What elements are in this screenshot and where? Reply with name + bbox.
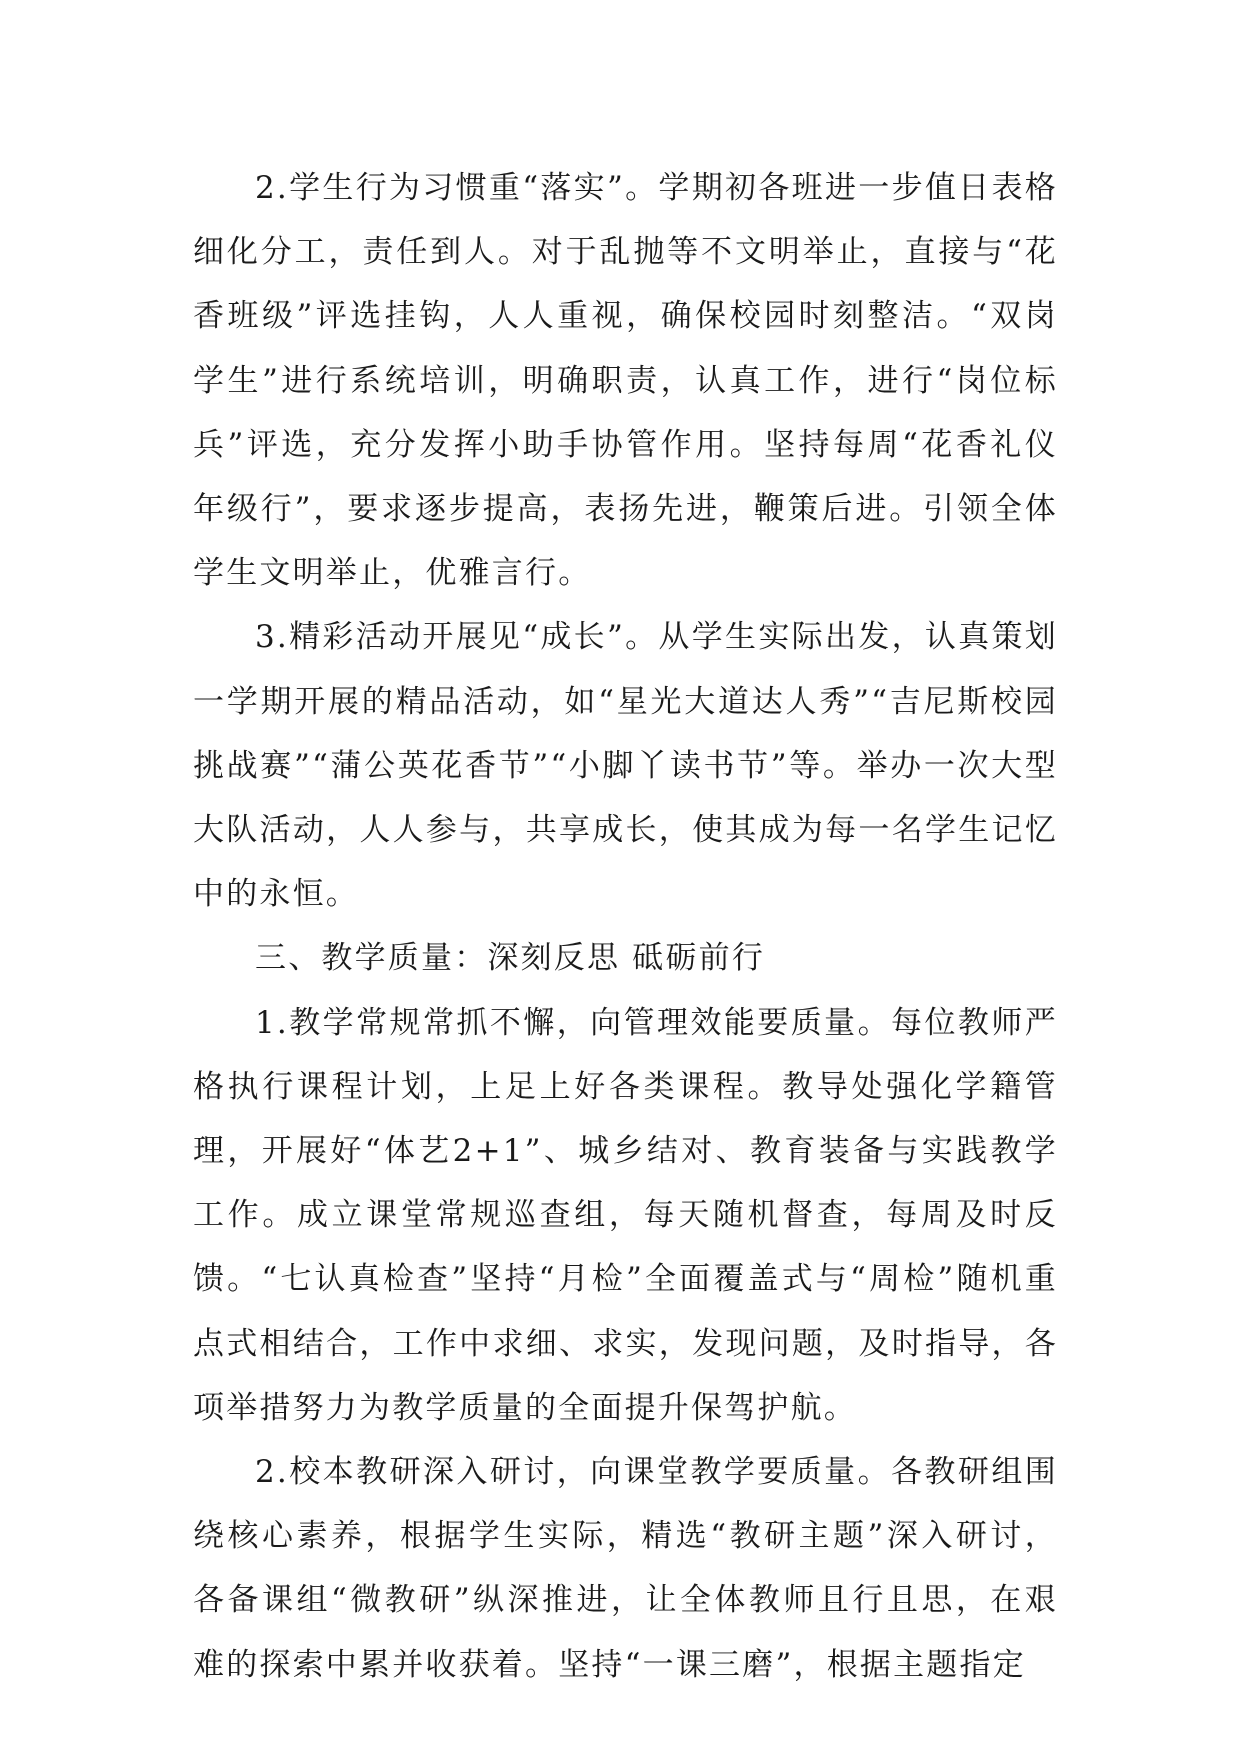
paragraph-activities: 3.精彩活动开展见“成长”。从学生实际出发，认真策划一学期开展的精品活动，如“星光大道达人秀”“吉尼斯校园挑战赛”“蒲公英花香节”“小脚丫读书节”等。举办一次大型大队活动，人人参与，共享成长，使其成为每一名学生记忆中的永恒。 [193,619,1058,913]
paragraph-school-research: 2.校本教研深入研讨，向课堂教学要质量。各教研组围绕核心素养，根据学生实际，精选“教研主题”深入研讨，各备课组“微教研”纵深推进，让全体教师且行且思，在艰难的探索中累并收获着。坚持“一课三磨”，根据主题指定 [193,1454,1058,1683]
section-heading-teaching-quality: 三、教学质量：深刻反思 砥砺前行 [255,940,766,977]
paragraph-teaching-routine: 1.教学常规常抓不懈，向管理效能要质量。每位教师严格执行课程计划，上足上好各类课程。教导处强化学籍管理，开展好“体艺2+1”、城乡结对、教育装备与实践教学工作。成立课堂常规巡查组，每天随机督查，每周及时反馈。“七认真检查”坚持“月检”全面覆盖式与“周检”随机重点式相结合，工作中求细、求实，发现问题，及时指导，各项举措努力为教学质量的全面提升保驾护航。 [193,1004,1058,1426]
document-body [193,156,1058,1697]
paragraph-student-habits: 2.学生行为习惯重“落实”。学期初各班进一步值日表格细化分工，责任到人。对于乱抛等不文明举止，直接与“花香班级”评选挂钩，人人重视，确保校园时刻整洁。“双岗学生”进行系统培训，明确职责，认真工作，进行“岗位标兵”评选，充分发挥小助手协管作用。坚持每周“花香礼仪年级行”，要求逐步提高，表扬先进，鞭策后进。引领全体学生文明举止，优雅言行。 [193,170,1058,592]
